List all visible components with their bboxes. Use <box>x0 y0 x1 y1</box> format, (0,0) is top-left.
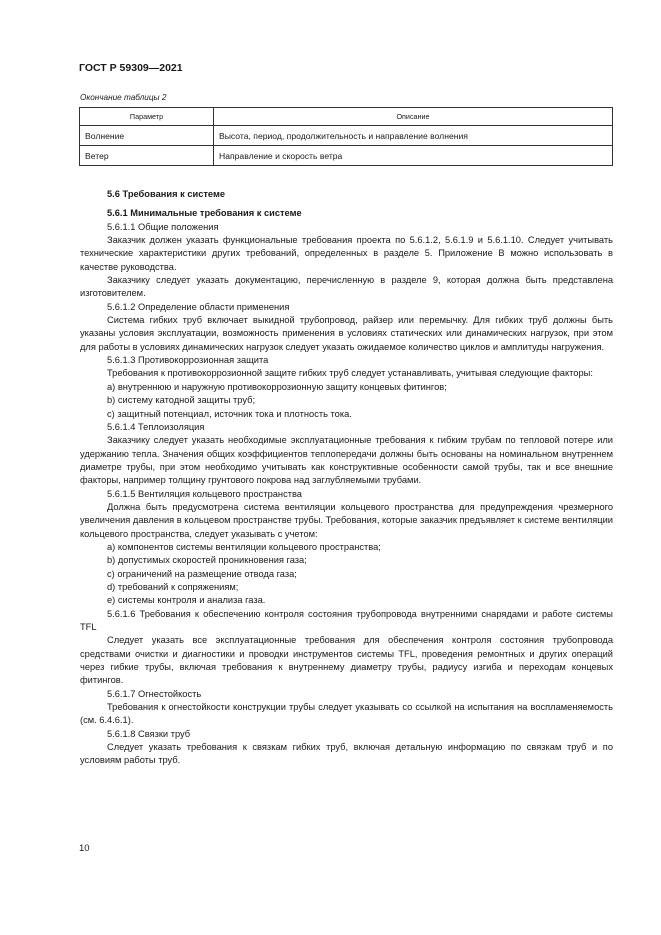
parameters-table <box>79 107 613 166</box>
page-number: 10 <box>79 843 90 854</box>
table-cell: Волнение <box>80 126 214 146</box>
table-cell: Направление и скорость ветра <box>214 146 613 166</box>
table-caption: Окончание таблицы 2 <box>80 93 167 102</box>
list-item: b) допустимых скоростей проникновения газа; <box>107 555 307 566</box>
body-text <box>80 188 613 768</box>
list-item: d) требований к сопряжениям; <box>107 581 239 592</box>
clause-title: 5.6.1.6 Требования к обеспечению контроля состояния трубопровода внутренними снарядами и работе системы TFL <box>80 608 613 632</box>
paragraph: Требования к огнестойкости конструкции трубы следует указывать со ссылкой на испытания на воспламеняемость (см. 6.4.6.1). <box>80 702 613 726</box>
table-row <box>80 126 613 146</box>
paragraph: Требования к противокоррозионной защите гибких труб следует устанавливать, учитывая следующие факторы: <box>107 368 593 379</box>
paragraph: Должна быть предусмотрена система вентиляции кольцевого пространства для предупреждения чрезмерного увеличения давления в кольцевом пространстве трубы. Требования, которые заказчик предъявляет к системе вентиляции кольцевого пространства, следует указывать с учетом: <box>80 501 613 539</box>
table-cell: Высота, период, продолжительность и направление волнения <box>214 126 613 146</box>
column-header-description: Описание <box>214 108 613 126</box>
paragraph: Заказчик должен указать функциональные требования проекта по 5.6.1.2, 5.6.1.9 и 5.6.1.10. Следует учитывать технические характеристики других требований, определенных в разделе 5. Приложение В можно использовать в качестве руководства. <box>80 235 613 272</box>
list-item: c) ограничений на размещение отвода газа; <box>107 568 297 579</box>
list-item: a) внутреннюю и наружную противокоррозионную защиту концевых фитингов; <box>107 381 447 392</box>
standard-header: ГОСТ Р 59309—2021 <box>79 62 183 74</box>
subsection-heading: 5.6.1 Минимальные требования к системе <box>107 208 302 219</box>
paragraph: Следует указать все эксплуатационные требования для обеспечения контроля состояния трубопровода средствами очистки и диагностики и проводки инструментов системы TFL, проведения ремонтных и других операций через гибкие трубы, включая требования к внутреннему диаметру трубы, радиусу изгиба и переходам концевых фитингов. <box>80 635 613 686</box>
list-item: c) защитный потенциал, источник тока и плотность тока. <box>107 408 352 419</box>
clause-title: 5.6.1.1 Общие положения <box>107 221 219 232</box>
table-cell: Ветер <box>80 146 214 166</box>
paragraph: Система гибких труб включает выкидной трубопровод, райзер или перемычку. Для гибких труб должны быть указаны условия эксплуатации, возможность применения в условиях статических или динамических нагрузок, при этом для работы в условиях динамических нагрузок следует указать ожидаемое количество циклов и амплитуды нагружения. <box>80 315 613 352</box>
paragraph: Следует указать требования к связкам гибких труб, включая детальную информацию по связкам труб и по условиям работы труб. <box>80 742 613 766</box>
list-item: e) системы контроля и анализа газа. <box>107 595 266 606</box>
column-header-parameter: Параметр <box>80 108 214 126</box>
clause-title: 5.6.1.2 Определение области применения <box>107 301 290 312</box>
clause-title: 5.6.1.4 Теплоизоляция <box>107 421 205 432</box>
clause-title: 5.6.1.5 Вентиляция кольцевого пространства <box>107 488 302 499</box>
clause-title: 5.6.1.7 Огнестойкость <box>107 688 202 699</box>
list-item: b) систему катодной защиты труб; <box>107 395 256 406</box>
table-row <box>80 146 613 166</box>
paragraph: Заказчику следует указать необходимые эксплуатационные требования к гибким трубам по тепловой потере или удержанию тепла. Значения общих коэффициентов теплопередачи должны быть основаны на номинальном внутреннем диаметре трубы, при этом необходимо учитывать как конструктивные особенности самой трубы, так и все внешние факторы, например толщину грунтового покрова над заглубляемыми трубами. <box>80 435 613 486</box>
clause-title: 5.6.1.8 Связки труб <box>107 728 191 739</box>
clause-title: 5.6.1.3 Противокоррозионная защита <box>107 355 269 366</box>
paragraph: Заказчику следует указать документацию, перечисленную в разделе 9, которая должна быть представлена изготовителем. <box>80 275 613 299</box>
section-heading: 5.6 Требования к системе <box>107 189 226 199</box>
list-item: a) компонентов системы вентиляции кольцевого пространства; <box>107 541 381 552</box>
table-header-row <box>80 108 613 126</box>
